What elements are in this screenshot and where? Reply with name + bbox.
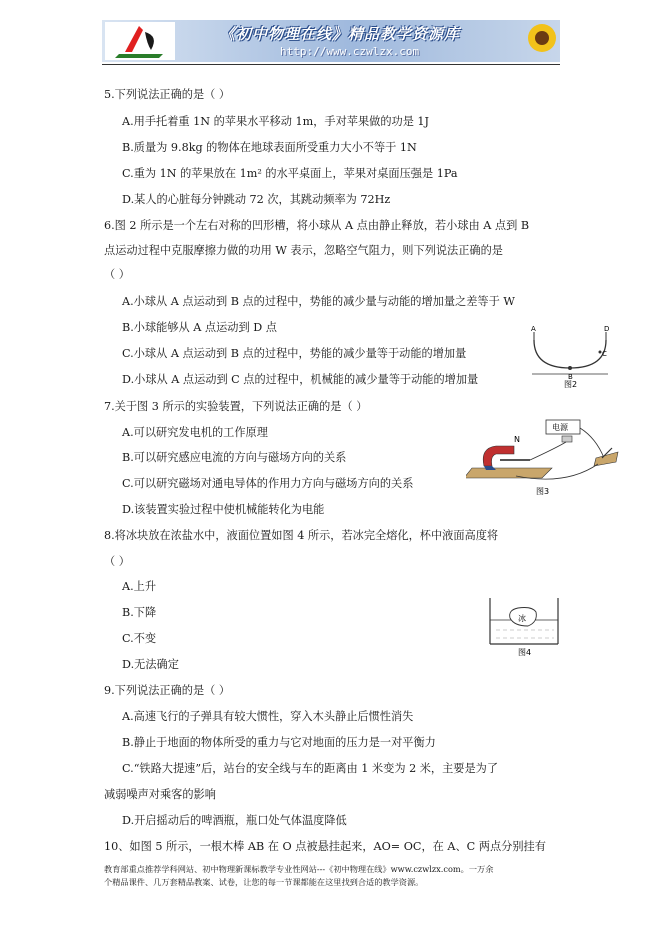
question-9-option-d: D.开启摇动后的啤酒瓶，瓶口处气体温度降低 [122,814,347,827]
fig3-caption: 图3 [536,487,550,496]
footer-line1: 教育部重点推荐学科网站、初中物理新课标教学专业性网站---《初中物理在线》www.czwlzx.com。一万余 [104,864,494,874]
question-8-option-c: C.不变 [122,632,157,645]
fig4-label-ice: 冰 [518,614,526,623]
question-5-option-b: B.质量为 9.8kg 的物体在地球表面所受重力大小不等于 1N [122,141,417,154]
question-9-option-a: A.高速飞行的子弹具有较大惯性，穿入木头静止后惯性消失 [122,710,414,723]
question-9-option-b: B.静止于地面的物体所受的重力与它对地面的压力是一对平衡力 [122,736,436,749]
question-7-option-b: B.可以研究感应电流的方向与磁场方向的关系 [122,451,347,464]
figure-3-apparatus [466,418,622,498]
question-5-stem: 5.下列说法正确的是（ ） [104,88,231,101]
question-5-option-c: C.重为 1N 的苹果放在 1m² 的水平桌面上，苹果对桌面压强是 1Pa [122,167,458,180]
footer-line2: 个精品课件、几万套精品教案、试卷，让您的每一节课都能在这里找到合适的教学资源。 [104,877,424,887]
question-8-option-b: B.下降 [122,606,157,619]
question-5-option-a: A.用手托着重 1N 的苹果水平移动 1m，手对苹果做的功是 1J [122,115,430,128]
question-8-option-d: D.无法确定 [122,658,179,671]
site-logo-icon [105,22,175,60]
question-6-option-c: C.小球从 A 点运动到 B 点的过程中，势能的减少量等于动能的增加量 [122,347,467,360]
question-6-option-b: B.小球能够从 A 点运动到 D 点 [122,321,277,334]
question-6-option-a: A.小球从 A 点运动到 B 点的过程中，势能的减少量与动能的增加量之差等于 W [122,295,515,308]
fig2-label-d: D [604,325,610,333]
question-7-option-a: A.可以研究发电机的工作原理 [122,426,268,439]
question-6-stem-line3: （ ） [104,268,130,281]
question-10-stem: 10、如图 5 所示，一根木棒 AB 在 O 点被悬挂起来，AO= OC，在 A、C 两点分别挂有 [104,840,546,853]
question-6-stem-line1: 6.图 2 所示是一个左右对称的凹形槽，将小球从 A 点由静止释放，若小球由 A 点到 B [104,219,530,232]
header-banner [102,20,560,62]
question-8-option-a: A.上升 [122,580,157,593]
banner-url: http://www.czwlzx.com [280,45,420,58]
fig3-label-power: 电源 [552,423,568,432]
question-9-option-c: C.“铁路大提速”后，站台的安全线与车的距离由 1 米变为 2 米，主要是为了 [122,762,499,775]
header-rule [102,64,560,65]
question-7-option-d: D.该装置实验过程中使机械能转化为电能 [122,503,325,516]
figure-2-groove [528,322,614,390]
fig2-label-c: C [602,350,607,358]
banner-title: 《初中物理在线》精品教学资源库 [220,25,461,43]
question-8-stem-line2: （ ） [104,555,130,568]
question-7-stem: 7.关于图 3 所示的实验装置，下列说法正确的是（ ） [104,400,368,413]
figure-4-beaker [488,596,562,658]
sunflower-icon [522,20,560,62]
question-9-stem: 9.下列说法正确的是（ ） [104,684,231,697]
question-8-stem-line1: 8.将冰块放在浓盐水中，液面位置如图 4 所示，若冰完全熔化，杯中液面高度将 [104,529,499,542]
fig2-caption: 图2 [564,380,578,389]
fig4-caption: 图4 [518,648,532,657]
question-9-option-c-cont: 减弱噪声对乘客的影响 [104,788,216,801]
question-6-option-d: D.小球从 A 点运动到 C 点的过程中，机械能的减少量等于动能的增加量 [122,373,479,386]
question-7-option-c: C.可以研究磁场对通电导体的作用力方向与磁场方向的关系 [122,477,414,490]
question-6-stem-line2: 点运动过程中克服摩擦力做的功用 W 表示，忽略空气阻力，则下列说法正确的是 [104,244,503,257]
fig2-label-a: A [531,325,536,333]
question-5-option-d: D.某人的心脏每分钟跳动 72 次，其跳动频率为 72Hz [122,193,391,206]
fig3-label-n: N [514,435,520,444]
fig2-label-b: B [568,373,573,381]
